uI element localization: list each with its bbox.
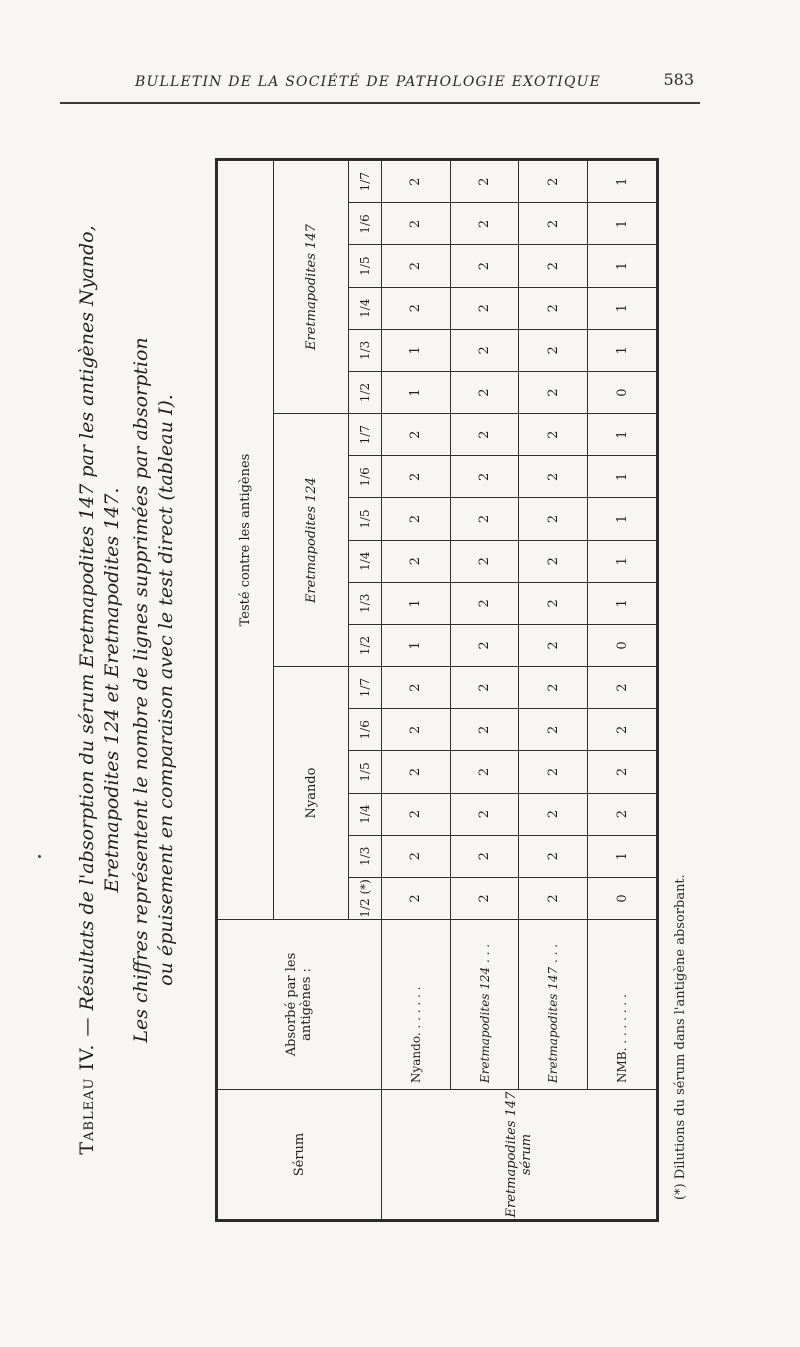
value-cell: 2: [450, 203, 519, 245]
value-cell: 2: [519, 709, 588, 751]
dilution-header: 1/5: [349, 245, 381, 287]
value-cell: 1: [588, 414, 657, 456]
value-cell: 2: [450, 624, 519, 666]
results-table-frame: [215, 158, 659, 1222]
table-caption: [75, 150, 205, 1230]
value-cell: 2: [519, 540, 588, 582]
journal-title: BULLETIN DE LA SOCIÉTÉ DE PATHOLOGIE EXOTIQUE: [135, 74, 602, 90]
value-cell: 2: [450, 287, 519, 329]
value-cell: 1: [588, 161, 657, 203]
value-cell: 2: [519, 835, 588, 877]
value-cell: 1: [588, 540, 657, 582]
dilution-header: 1/2: [349, 624, 381, 666]
absorbent-cell: Nyando. . . . . . .: [381, 920, 450, 1090]
caption-label: Tableau IV. —: [76, 1016, 98, 1155]
value-cell: 2: [588, 793, 657, 835]
value-cell: 1: [381, 624, 450, 666]
value-cell: 1: [588, 582, 657, 624]
rotated-table-page: [75, 150, 725, 1230]
value-cell: 2: [381, 835, 450, 877]
absorbent-cell: Eretmapodites 147 . . .: [519, 920, 588, 1090]
group-eretmapodites-124: Eretmapodites 124: [273, 414, 349, 667]
dilution-header: 1/4: [349, 287, 381, 329]
header-absorbed: Absorbé par les antigènes :: [218, 920, 382, 1090]
table-row: [381, 161, 450, 1220]
value-cell: 2: [381, 456, 450, 498]
value-cell: 2: [519, 161, 588, 203]
value-cell: 1: [588, 329, 657, 371]
value-cell: 2: [381, 667, 450, 709]
value-cell: 2: [588, 667, 657, 709]
dilution-header: 1/6: [349, 709, 381, 751]
value-cell: 2: [450, 793, 519, 835]
value-cell: 1: [588, 287, 657, 329]
caption-line-1: [75, 150, 100, 1230]
value-cell: 1: [588, 203, 657, 245]
value-cell: 0: [588, 371, 657, 413]
value-cell: 2: [381, 161, 450, 203]
value-cell: 2: [450, 498, 519, 540]
value-cell: 1: [588, 835, 657, 877]
value-cell: 2: [450, 414, 519, 456]
value-cell: 2: [381, 203, 450, 245]
value-cell: 2: [450, 456, 519, 498]
value-cell: 2: [450, 667, 519, 709]
dilution-header: 1/4: [349, 793, 381, 835]
value-cell: 2: [450, 835, 519, 877]
caption-note-2: ou épuisement en comparaison avec le test direct (tableau I).: [155, 394, 177, 986]
results-table: [217, 160, 657, 1220]
value-cell: 2: [519, 329, 588, 371]
value-cell: 2: [450, 751, 519, 793]
dilution-header: 1/3: [349, 835, 381, 877]
caption-title-1: Résultats de l'absorption du sérum Eretmapodites 147 par les antigènes Nyando,: [76, 225, 98, 1011]
value-cell: 0: [588, 624, 657, 666]
value-cell: 1: [588, 498, 657, 540]
dilution-header: 1/3: [349, 329, 381, 371]
value-cell: 2: [519, 877, 588, 919]
value-cell: 2: [381, 709, 450, 751]
value-cell: 2: [519, 456, 588, 498]
value-cell: 2: [450, 161, 519, 203]
value-cell: 1: [381, 329, 450, 371]
absorbent-cell: Eretmapodites 124 . . .: [450, 920, 519, 1090]
value-cell: 2: [519, 245, 588, 287]
value-cell: 2: [381, 245, 450, 287]
value-cell: 2: [588, 709, 657, 751]
value-cell: 2: [381, 793, 450, 835]
dilution-header: 1/3: [349, 582, 381, 624]
value-cell: 2: [450, 329, 519, 371]
dilution-header: 1/2: [349, 371, 381, 413]
page-number: 583: [663, 70, 694, 89]
dilution-header: 1/6: [349, 456, 381, 498]
value-cell: 2: [519, 582, 588, 624]
dilution-header: 1/4: [349, 540, 381, 582]
caption-note-1: Les chiffres représentent le nombre de lignes supprimées par absorption: [130, 337, 152, 1043]
header-tested: Testé contre les antigènes: [218, 161, 274, 920]
value-cell: 1: [588, 245, 657, 287]
value-cell: 2: [381, 751, 450, 793]
dilution-header: 1/5: [349, 751, 381, 793]
running-header: [60, 62, 700, 104]
dilution-header: 1/7: [349, 161, 381, 203]
dilution-header: 1/6: [349, 203, 381, 245]
absorbent-cell: NMB. . . . . . . .: [588, 920, 657, 1090]
value-cell: 2: [519, 667, 588, 709]
value-cell: 2: [381, 287, 450, 329]
dilution-header: 1/7: [349, 414, 381, 456]
table-footnote: (*) Dilutions du sérum dans l'antigène absorbant.: [673, 874, 688, 1200]
value-cell: 2: [381, 540, 450, 582]
value-cell: 2: [588, 751, 657, 793]
header-serum: Sérum: [218, 1090, 382, 1220]
table-row: [519, 161, 588, 1220]
table-row: [588, 161, 657, 1220]
value-cell: 2: [450, 540, 519, 582]
value-cell: 0: [588, 877, 657, 919]
ink-speck: [38, 855, 41, 858]
value-cell: 2: [519, 751, 588, 793]
value-cell: 2: [450, 371, 519, 413]
serum-name-cell: Eretmapodites 147 sérum: [381, 1090, 656, 1220]
group-nyando: Nyando: [273, 667, 349, 920]
value-cell: 2: [519, 287, 588, 329]
value-cell: 2: [519, 371, 588, 413]
value-cell: 2: [381, 414, 450, 456]
value-cell: 2: [381, 498, 450, 540]
group-eretmapodites-147: Eretmapodites 147: [273, 161, 349, 414]
value-cell: 2: [450, 245, 519, 287]
value-cell: 2: [519, 793, 588, 835]
value-cell: 2: [519, 498, 588, 540]
value-cell: 2: [519, 414, 588, 456]
dilution-header: 1/7: [349, 667, 381, 709]
dilution-header: 1/2 (*): [349, 877, 381, 919]
value-cell: 2: [381, 877, 450, 919]
value-cell: 1: [381, 371, 450, 413]
table-row: [450, 161, 519, 1220]
value-cell: 2: [519, 624, 588, 666]
value-cell: 2: [450, 582, 519, 624]
value-cell: 2: [450, 877, 519, 919]
value-cell: 1: [588, 456, 657, 498]
dilution-header: 1/5: [349, 498, 381, 540]
value-cell: 1: [381, 582, 450, 624]
value-cell: 2: [519, 203, 588, 245]
value-cell: 2: [450, 709, 519, 751]
caption-title-2: Eretmapodites 124 et Eretmapodites 147.: [101, 487, 123, 893]
